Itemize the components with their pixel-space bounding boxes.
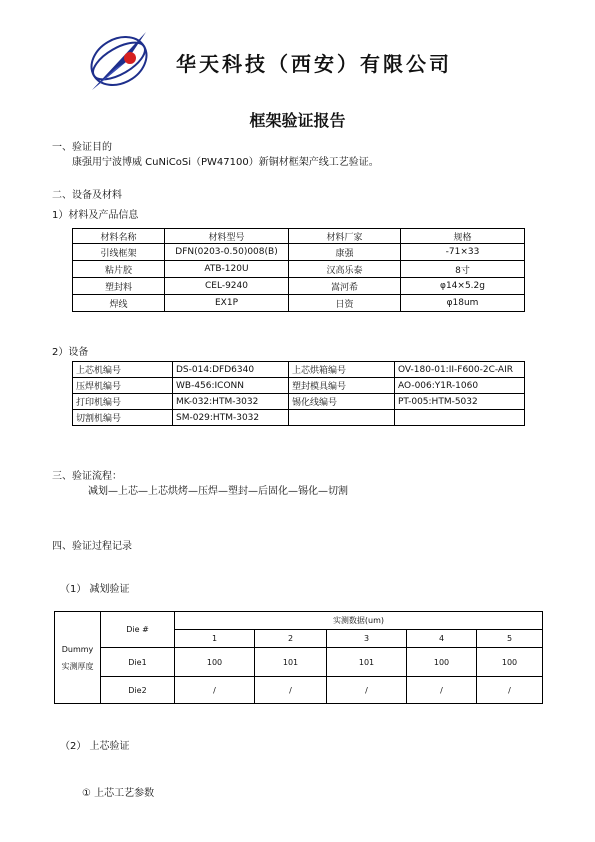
table-cell: 切割机编号 <box>73 410 173 426</box>
column-header: 1 <box>175 630 255 648</box>
table-row <box>73 295 525 312</box>
table-row <box>73 278 525 295</box>
table-cell: 汉高乐泰 <box>289 261 401 278</box>
table-row <box>73 410 525 426</box>
table-cell: φ18um <box>401 295 525 312</box>
table-cell: 压焊机编号 <box>73 378 173 394</box>
section2-heading: 二、设备及材料 <box>52 190 122 201</box>
section1-heading: 一、验证目的 <box>52 142 112 153</box>
table-cell: 日资 <box>289 295 401 312</box>
table-cell: AO-006:Y1R-1060 <box>395 378 525 394</box>
table-cell: DFN(0203-0.50)008(B) <box>165 244 289 261</box>
materials-header-cell: 材料名称 <box>73 229 165 244</box>
dicing-subheading: （1） 减划验证 <box>60 584 130 595</box>
table-cell: / <box>407 677 477 704</box>
column-header: 2 <box>255 630 327 648</box>
materials-header-cell: 材料厂家 <box>289 229 401 244</box>
table-cell <box>395 410 525 426</box>
table-row <box>55 612 543 630</box>
column-header: 4 <box>407 630 477 648</box>
table-cell: 焊线 <box>73 295 165 312</box>
materials-header-cell: 材料型号 <box>165 229 289 244</box>
company-name: 华天科技（西安）有限公司 <box>176 52 452 76</box>
table-cell: / <box>175 677 255 704</box>
dummy-thickness-label: Dummy 实测厚度 <box>55 612 101 704</box>
table-row <box>73 378 525 394</box>
table-cell: EX1P <box>165 295 289 312</box>
table-row <box>73 394 525 410</box>
table-cell: / <box>327 677 407 704</box>
column-header: 3 <box>327 630 407 648</box>
column-header: 5 <box>477 630 543 648</box>
equipment-subheading: 2）设备 <box>52 347 89 358</box>
table-row <box>73 261 525 278</box>
table-cell <box>289 410 395 426</box>
table-cell: 嵩河希 <box>289 278 401 295</box>
dicing-table <box>54 611 543 704</box>
table-cell: SM-029:HTM-3032 <box>173 410 289 426</box>
table-cell: DS-014:DFD6340 <box>173 362 289 378</box>
table-cell: ATB-120U <box>165 261 289 278</box>
table-cell: φ14×5.2g <box>401 278 525 295</box>
measured-data-header: 实测数据(um) <box>175 612 543 630</box>
table-cell: 101 <box>327 648 407 677</box>
materials-table <box>72 228 525 312</box>
table-cell: 粘片胶 <box>73 261 165 278</box>
die-attach-params-item: ① 上芯工艺参数 <box>82 788 155 799</box>
table-row <box>73 244 525 261</box>
table-cell: 塑封模具编号 <box>289 378 395 394</box>
table-cell: 100 <box>175 648 255 677</box>
materials-header-cell: 规格 <box>401 229 525 244</box>
table-cell: 康强 <box>289 244 401 261</box>
table-cell: 锡化线编号 <box>289 394 395 410</box>
table-cell: WB-456:ICONN <box>173 378 289 394</box>
table-cell: OV-180-01:II-F600-2C-AIR <box>395 362 525 378</box>
materials-header-row <box>73 229 525 244</box>
equipment-table <box>72 361 525 426</box>
table-cell: CEL-9240 <box>165 278 289 295</box>
company-logo <box>86 28 152 94</box>
table-cell: -71×33 <box>401 244 525 261</box>
die-label: Die2 <box>101 677 175 704</box>
table-row <box>55 648 543 677</box>
table-cell: 100 <box>407 648 477 677</box>
materials-subheading: 1）材料及产品信息 <box>52 210 139 221</box>
table-cell: 101 <box>255 648 327 677</box>
section1-body: 康强用宁波博威 CuNiCoSi（PW47100）新铜材框架产线工艺验证。 <box>72 157 379 168</box>
table-row <box>73 362 525 378</box>
report-title: 框架验证报告 <box>249 111 346 130</box>
table-row <box>55 677 543 704</box>
table-cell: 上芯烘箱编号 <box>289 362 395 378</box>
die-header: Die # <box>101 612 175 648</box>
die-label: Die1 <box>101 648 175 677</box>
table-cell: MK-032:HTM-3032 <box>173 394 289 410</box>
table-cell: 上芯机编号 <box>73 362 173 378</box>
table-cell: 塑封料 <box>73 278 165 295</box>
table-cell: / <box>255 677 327 704</box>
table-cell: / <box>477 677 543 704</box>
section3-flow: 减划—上芯—上芯烘烤—压焊—塑封—后固化—锡化—切割 <box>88 486 348 497</box>
section3-heading: 三、验证流程： <box>52 471 122 482</box>
table-cell: 8寸 <box>401 261 525 278</box>
table-cell: 引线框架 <box>73 244 165 261</box>
table-cell: 打印机编号 <box>73 394 173 410</box>
table-cell: PT-005:HTM-5032 <box>395 394 525 410</box>
section4-heading: 四、验证过程记录 <box>52 541 132 552</box>
die-attach-subheading: （2） 上芯验证 <box>60 741 130 752</box>
table-cell: 100 <box>477 648 543 677</box>
